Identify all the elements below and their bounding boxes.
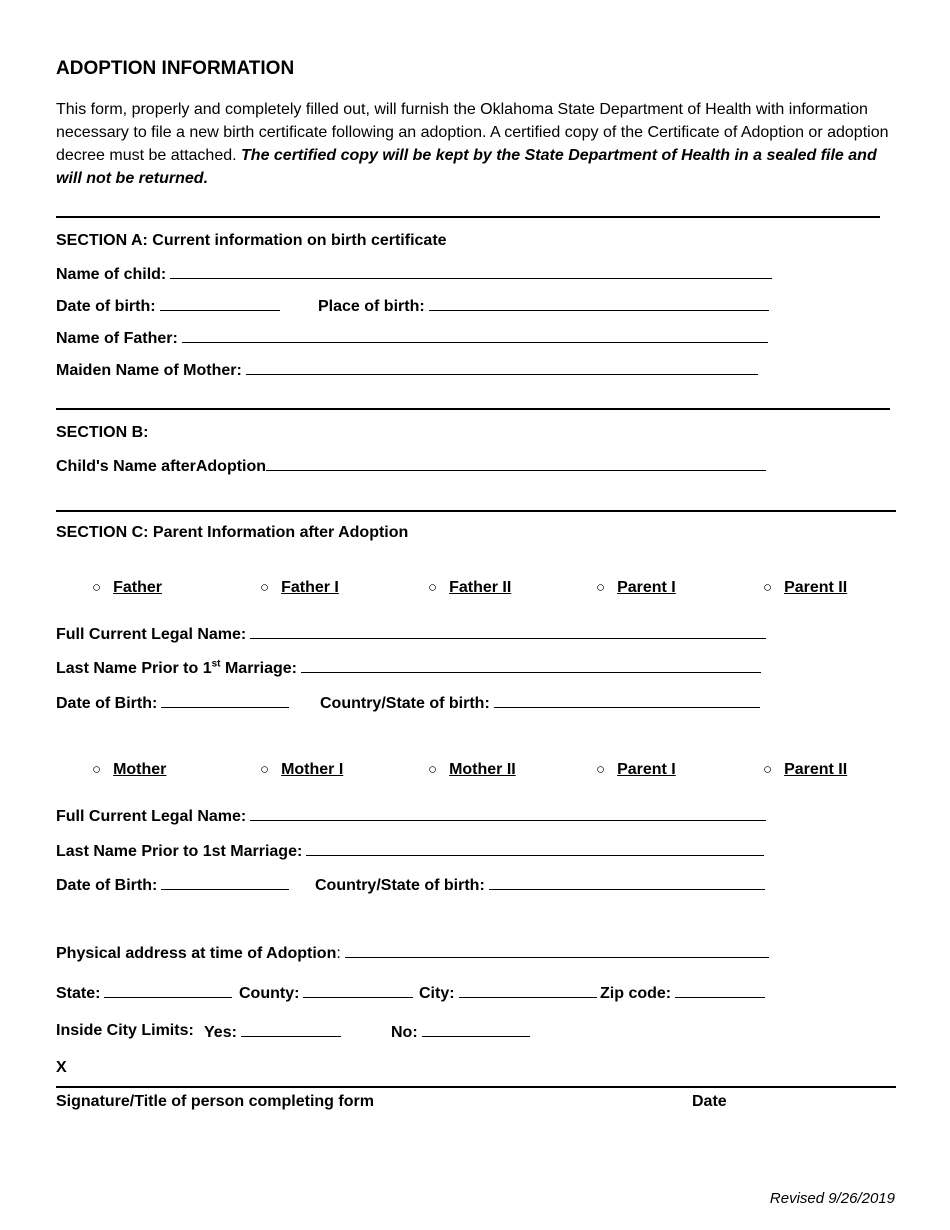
childs-name-after-adoption-label: Child's Name afterAdoption [56,458,267,475]
parent2-full-legal-name-label: Full Current Legal Name: [56,808,247,825]
yes-label: Yes: [204,1024,237,1041]
section-c-heading: SECTION C: Parent Information after Adoption [56,524,409,541]
parent1-date-of-birth-label: Date of Birth: [56,695,158,712]
zip-code-field[interactable] [600,983,765,1003]
inside-city-limits-label: Inside City Limits: [56,1022,194,1039]
county-field[interactable] [239,983,413,1003]
parent1-country-state-field[interactable] [320,693,760,713]
parent2-last-name-prior-field[interactable] [56,841,764,861]
radio-circle-icon: ○ [92,579,102,596]
radio-parent-ii-1-label: Parent II [784,579,848,596]
place-of-birth-field[interactable] [318,296,769,316]
parent2-country-state-label: Country/State of birth: [315,877,485,894]
inside-city-limits-no-field[interactable] [391,1022,530,1042]
radio-mother-ii-label: Mother II [449,761,516,778]
date-label: Date [692,1093,727,1110]
state-field[interactable] [56,983,232,1003]
name-of-child-field[interactable] [56,264,772,284]
section-b-heading: SECTION B: [56,424,149,441]
radio-circle-icon: ○ [428,579,438,596]
name-of-father-label: Name of Father: [56,330,178,347]
signature-label: Signature/Title of person completing form [56,1093,374,1110]
radio-father-ii[interactable] [428,579,511,597]
radio-circle-icon: ○ [92,761,102,778]
zip-code-label: Zip code: [600,985,672,1002]
radio-mother[interactable] [92,761,166,779]
form-title: ADOPTION INFORMATION [56,58,295,79]
parent2-full-legal-name-field[interactable] [56,806,766,826]
parent1-last-name-prior-label: Last Name Prior to 1st Marriage: [56,658,297,677]
radio-parent-i-2-label: Parent I [617,761,676,778]
city-field[interactable] [419,983,597,1003]
parent2-last-name-prior-label: Last Name Prior to 1st Marriage: [56,843,303,860]
radio-parent-i-2[interactable] [596,761,676,779]
divider-top [56,216,880,218]
radio-father-i-label: Father I [281,579,339,596]
county-label: County: [239,985,300,1002]
signature-x-mark: X [56,1059,67,1076]
radio-parent-ii-1[interactable] [763,579,847,597]
name-of-child-label: Name of child: [56,266,167,283]
childs-name-after-adoption-field[interactable] [56,456,766,476]
radio-circle-icon: ○ [428,761,438,778]
divider-a-b [56,408,890,410]
radio-circle-icon: ○ [260,579,270,596]
divider-b-c [56,510,896,512]
intro-bold-text: The certified copy will be kept by the State Department of Health in a sealed file and will not be returned. [56,147,877,187]
parent1-full-legal-name-field[interactable] [56,624,766,644]
intro-paragraph [56,98,901,190]
radio-mother-ii[interactable] [428,761,516,779]
maiden-name-of-mother-field[interactable] [56,360,758,380]
radio-circle-icon: ○ [596,761,606,778]
parent2-country-state-field[interactable] [315,875,765,895]
maiden-name-of-mother-label: Maiden Name of Mother: [56,362,242,379]
date-of-birth-field[interactable] [56,296,280,316]
radio-circle-icon: ○ [763,579,773,596]
parent2-date-of-birth-label: Date of Birth: [56,877,158,894]
revised-date: Revised 9/26/2019 [769,1190,895,1207]
radio-father-ii-label: Father II [449,579,512,596]
radio-parent-i-1-label: Parent I [617,579,676,596]
radio-parent-ii-2[interactable] [763,761,847,779]
radio-parent-i-1[interactable] [596,579,676,597]
radio-father-label: Father [113,579,162,596]
section-a-heading: SECTION A: Current information on birth certificate [56,232,447,249]
parent2-date-of-birth-field[interactable] [56,875,289,895]
physical-address-field[interactable]: Physical address at time of Adoption: [56,943,769,963]
date-of-birth-label: Date of birth: [56,298,156,315]
physical-address-label: Physical address at time of Adoption [56,945,337,962]
parent1-full-legal-name-label: Full Current Legal Name: [56,626,247,643]
radio-mother-i-label: Mother I [281,761,344,778]
radio-mother-label: Mother [113,761,167,778]
city-label: City: [419,985,455,1002]
parent1-date-of-birth-field[interactable] [56,693,289,713]
radio-parent-ii-2-label: Parent II [784,761,848,778]
radio-circle-icon: ○ [260,761,270,778]
radio-father[interactable] [92,579,162,597]
state-label: State: [56,985,101,1002]
radio-father-i[interactable] [260,579,339,597]
place-of-birth-label: Place of birth: [318,298,425,315]
intro-text: This form, properly and completely filled out, will furnish the Oklahoma State Department of Health with information necessary to file a new birth certificate following an adoption. A certified copy of the Certificate of Adoption or adoption decree must be attached. [56,101,889,164]
parent1-country-state-label: Country/State of birth: [320,695,490,712]
inside-city-limits-yes-field[interactable] [204,1022,341,1042]
no-label: No: [391,1024,418,1041]
radio-mother-i[interactable] [260,761,343,779]
parent1-last-name-prior-field[interactable] [56,658,761,678]
name-of-father-field[interactable] [56,328,768,348]
signature-line[interactable] [56,1086,896,1088]
radio-circle-icon: ○ [763,761,773,778]
radio-circle-icon: ○ [596,579,606,596]
